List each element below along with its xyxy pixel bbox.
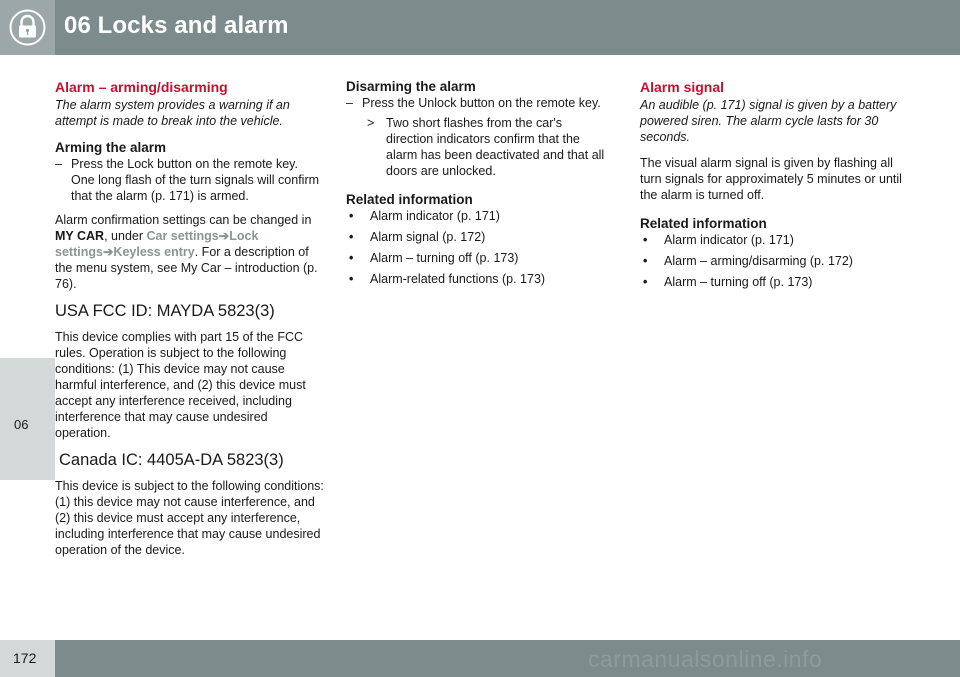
section-intro-alarm-signal: An audible (p. 171) signal is given by a battery powered siren. The alarm cycle lasts for 30 seconds. bbox=[640, 98, 897, 144]
bullet-icon: • bbox=[643, 233, 648, 247]
menu-lock-settings[interactable]: Lock settings bbox=[55, 229, 259, 259]
step-arming bbox=[55, 156, 325, 204]
page-number: 172 bbox=[13, 650, 37, 666]
settings-text: Alarm confirmation settings can be changed in bbox=[55, 213, 312, 227]
settings-text: , under bbox=[104, 229, 147, 243]
arrow-right-icon: ➔ bbox=[102, 245, 114, 259]
bullet-icon: • bbox=[349, 230, 354, 244]
list-item[interactable] bbox=[640, 232, 910, 248]
arrow-right-icon: ➔ bbox=[218, 229, 230, 243]
visual-signal-text: The visual alarm signal is given by flashing all turn signals for approximately 5 minutes or until the alarm is turned off. bbox=[640, 156, 902, 202]
page-title: 06 Locks and alarm bbox=[64, 12, 289, 39]
section-intro-arming: The alarm system provides a warning if an attempt is made to break into the vehicle. bbox=[55, 98, 290, 128]
step-disarming bbox=[346, 95, 608, 111]
result-text: Two short flashes from the car's direction indicators confirm that the alarm has been deactivated and that all doors are unlocked. bbox=[386, 116, 605, 178]
list-item-text: Alarm – arming/disarming (p. 172) bbox=[664, 254, 853, 268]
related-list bbox=[346, 208, 608, 287]
section-title-alarm-signal: Alarm signal bbox=[640, 79, 725, 95]
list-item-text: Alarm-related functions (p. 173) bbox=[370, 272, 546, 286]
list-item-text: Alarm indicator (p. 171) bbox=[664, 233, 794, 247]
related-list bbox=[640, 232, 910, 290]
settings-text: . For a description of the menu system, see My Car – introduction (p. 76). bbox=[55, 245, 318, 291]
subheading-arming: Arming the alarm bbox=[55, 140, 167, 155]
canada-text: This device is subject to the following conditions: (1) this device may not cause interference, and (2) this device must accept any interference, including interference that may cause undesired operation of the device. bbox=[55, 479, 324, 557]
result-marker: > bbox=[367, 116, 375, 130]
list-item-text: Alarm – turning off (p. 173) bbox=[664, 275, 813, 289]
subheading-related-info: Related information bbox=[640, 216, 767, 231]
list-item[interactable] bbox=[346, 271, 608, 287]
subheading-related-info: Related information bbox=[346, 192, 473, 207]
step-text: Press the Unlock button on the remote key. bbox=[362, 96, 601, 110]
bullet-icon: • bbox=[643, 275, 648, 289]
heading-canada: Canada IC: 4405A-DA 5823(3) bbox=[59, 451, 284, 469]
bullet-icon: • bbox=[643, 254, 648, 268]
step-dash: – bbox=[346, 96, 353, 110]
list-item-text: Alarm – turning off (p. 173) bbox=[370, 251, 519, 265]
watermark: carmanualsonline.info bbox=[588, 646, 823, 672]
list-item-text: Alarm signal (p. 172) bbox=[370, 230, 486, 244]
section-title-arming: Alarm – arming/disarming bbox=[55, 79, 228, 95]
column-left bbox=[55, 78, 325, 558]
side-strip bbox=[0, 55, 55, 640]
step-dash: – bbox=[55, 157, 62, 171]
heading-fcc: USA FCC ID: MAYDA 5823(3) bbox=[55, 302, 275, 320]
fcc-text: This device complies with part 15 of the FCC rules. Operation is subject to the following conditions: (1) This device may not cause harmful interference, and (2) this device must accept any interference received, including interference that may cause undesired operation. bbox=[55, 330, 306, 440]
chapter-tab-label: 06 bbox=[14, 417, 29, 432]
list-item[interactable] bbox=[640, 253, 910, 269]
list-item-text: Alarm indicator (p. 171) bbox=[370, 209, 500, 223]
list-item[interactable] bbox=[640, 274, 910, 290]
lock-icon bbox=[9, 9, 46, 46]
header-icon-tab bbox=[0, 0, 55, 55]
subheading-disarming: Disarming the alarm bbox=[346, 79, 476, 94]
list-item[interactable] bbox=[346, 229, 608, 245]
menu-keyless-entry[interactable]: Keyless entry bbox=[113, 245, 195, 259]
column-right bbox=[640, 78, 910, 290]
menu-car-settings[interactable]: Car settings bbox=[146, 229, 219, 243]
settings-paragraph bbox=[55, 212, 325, 292]
step-text: Press the Lock button on the remote key. One long flash of the turn signals will confirm that the alarm (p. 171) is armed. bbox=[71, 157, 320, 203]
column-middle bbox=[346, 78, 608, 287]
bullet-icon: • bbox=[349, 209, 354, 223]
list-item[interactable] bbox=[346, 208, 608, 224]
bullet-icon: • bbox=[349, 251, 354, 265]
menu-my-car[interactable]: MY CAR bbox=[55, 229, 105, 243]
step-result bbox=[346, 115, 608, 179]
list-item[interactable] bbox=[346, 250, 608, 266]
bullet-icon: • bbox=[349, 272, 354, 286]
